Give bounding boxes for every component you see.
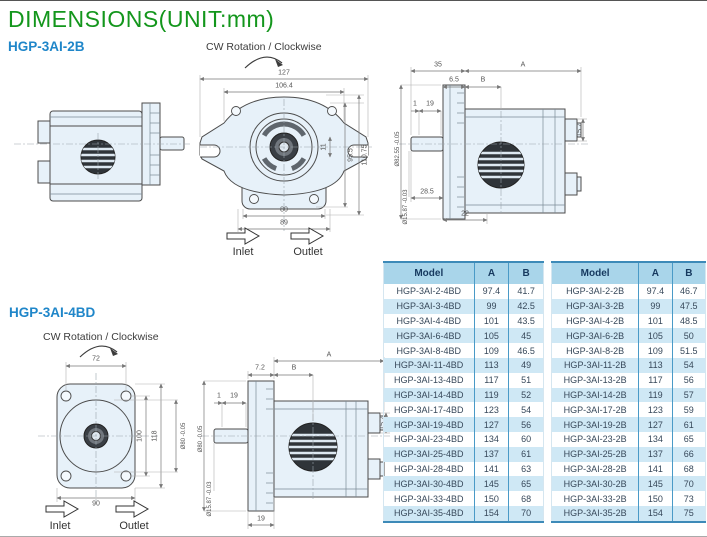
dim-label: 106.4 (275, 82, 293, 90)
value-cell: 154 (639, 506, 672, 522)
dim-label: 1 (217, 392, 221, 400)
value-cell: 56 (509, 417, 544, 432)
value-cell: 49 (509, 358, 544, 373)
value-cell: 54 (509, 402, 544, 417)
value-cell: 134 (639, 432, 672, 447)
dim-label-shaft-diameter: Ø15.87 -0.03 (403, 189, 409, 225)
model-cell: HGP-3AI-3-2B (566, 301, 625, 312)
model-cell: HGP-3AI-35-4BD (394, 508, 464, 519)
model-cell: HGP-3AI-8-2B (566, 345, 625, 356)
model-cell: HGP-3AI-28-4BD (394, 463, 464, 474)
inlet-arrow-icon (226, 227, 260, 245)
column-header: A (639, 262, 672, 284)
inlet-label: Inlet (232, 246, 254, 258)
table-row (552, 284, 706, 299)
value-cell: 119 (474, 388, 509, 403)
table-row (384, 328, 544, 343)
value-cell: 42.5 (509, 299, 544, 314)
pump-4bd-front-view (18, 351, 200, 509)
model-cell: HGP-3AI-23-4BD (394, 434, 464, 445)
value-cell: 137 (639, 447, 672, 462)
value-cell: 123 (639, 402, 672, 417)
inlet-arrow-icon (44, 500, 80, 518)
rotation-label-4bd: CW Rotation / Clockwise (43, 331, 159, 343)
page-title: DIMENSIONS(UNIT:mm) (8, 6, 275, 32)
table-row (384, 388, 544, 403)
value-cell: 150 (639, 491, 672, 506)
pump-2b-front-view (196, 59, 388, 259)
model-cell: HGP-3AI-30-4BD (394, 478, 464, 489)
rotation-label-2b: CW Rotation / Clockwise (206, 41, 322, 53)
dim-label-pilot-diameter: Ø82.55 -0.05 (395, 131, 401, 167)
dimensions-table-4bd (383, 261, 544, 523)
model-cell: HGP-3AI-28-2B (563, 463, 627, 474)
value-cell: 145 (474, 476, 509, 491)
dim-label-pilot-diameter: Ø80 -0.05 (181, 422, 187, 450)
dim-label: 15.7 (379, 416, 387, 430)
model-cell: HGP-3AI-4-4BD (396, 315, 462, 326)
model-cell: HGP-3AI-11-4BD (394, 360, 464, 371)
model-cell: HGP-3AI-33-2B (563, 493, 627, 504)
column-header: A (474, 262, 509, 284)
dim-label: 127 (278, 69, 290, 77)
dim-label: 95.5 (347, 148, 355, 162)
dim-label: 15.7 (576, 123, 584, 137)
dim-label: 19 (426, 100, 434, 108)
dim-label: 1 (413, 100, 417, 108)
value-cell: 43.5 (509, 314, 544, 329)
model-cell: HGP-3AI-30-2B (563, 478, 627, 489)
model-cell: HGP-3AI-13-4BD (394, 375, 464, 386)
dim-label: B (291, 364, 297, 372)
value-cell: 75 (672, 506, 705, 522)
dim-label: 19 (257, 515, 265, 523)
model-cell: HGP-3AI-8-4BD (396, 345, 462, 356)
table-row (552, 328, 706, 343)
pump-2b-side-view-drawing (393, 57, 591, 242)
value-cell: 54 (672, 358, 705, 373)
value-cell: 141 (474, 462, 509, 477)
value-cell: 68 (509, 491, 544, 506)
table-row (384, 299, 544, 314)
dim-label: 19 (230, 392, 238, 400)
dim-label: 35 (434, 61, 442, 69)
model-cell: HGP-3AI-19-4BD (394, 419, 464, 430)
dim-label: 118 (151, 430, 159, 442)
section-heading-2b: HGP-3AI-2B (8, 39, 85, 54)
table-row (384, 432, 544, 447)
column-header: Model (384, 262, 475, 284)
outlet-label: Outlet (293, 246, 323, 258)
value-cell: 145 (639, 476, 672, 491)
model-cell: HGP-3AI-17-2B (563, 404, 627, 415)
value-cell: 97.4 (639, 284, 672, 299)
value-cell: 50 (672, 328, 705, 343)
dim-label: A (326, 351, 332, 359)
dim-label: 7.2 (255, 364, 265, 372)
value-cell: 47.5 (672, 299, 705, 314)
value-cell: 117 (639, 373, 672, 388)
value-cell: 123 (474, 402, 509, 417)
table-row (552, 417, 706, 432)
value-cell: 150 (474, 491, 509, 506)
pump-2b-side-view-left (12, 99, 192, 211)
value-cell: 141 (639, 462, 672, 477)
dim-label: A (520, 61, 526, 69)
value-cell: 99 (474, 299, 509, 314)
column-header: B (509, 262, 544, 284)
column-header: B (672, 262, 705, 284)
value-cell: 105 (474, 328, 509, 343)
model-cell: HGP-3AI-2-4BD (396, 286, 462, 297)
value-cell: 56 (672, 373, 705, 388)
dim-label: 72 (92, 355, 100, 363)
value-cell: 73 (672, 491, 705, 506)
model-cell: HGP-3AI-25-2B (563, 449, 627, 460)
value-cell: 113 (474, 358, 509, 373)
pump-4bd-side-view-drawing (198, 351, 393, 537)
table-row (384, 417, 544, 432)
value-cell: 46.5 (509, 343, 544, 358)
value-cell: 109 (639, 343, 672, 358)
dim-label: 100 (136, 430, 144, 442)
value-cell: 101 (639, 314, 672, 329)
value-cell: 45 (509, 328, 544, 343)
table-row (552, 388, 706, 403)
table-row (552, 402, 706, 417)
model-cell: HGP-3AI-11-2B (563, 360, 627, 371)
value-cell: 70 (672, 476, 705, 491)
value-cell: 127 (639, 417, 672, 432)
value-cell: 66 (672, 447, 705, 462)
dim-label: 22 (461, 210, 469, 218)
column-header: Model (552, 262, 639, 284)
model-cell: HGP-3AI-14-2B (563, 389, 627, 400)
table-row (552, 358, 706, 373)
table-row (384, 284, 544, 299)
dim-label: 90 (92, 500, 100, 508)
value-cell: 48.5 (672, 314, 705, 329)
dim-label: 89 (280, 219, 288, 227)
dim-label: 110.75 (361, 144, 369, 166)
value-cell: 117 (474, 373, 509, 388)
table-header-row (552, 262, 706, 284)
table-row (384, 314, 544, 329)
dimensions-table-2b (551, 261, 706, 523)
outlet-arrow-icon (288, 227, 326, 245)
value-cell: 97.4 (474, 284, 509, 299)
table-row (552, 343, 706, 358)
table-row (384, 373, 544, 388)
dim-label-shaft-diameter: Ø15.87 -0.03 (207, 481, 213, 517)
model-cell: HGP-3AI-17-4BD (394, 404, 464, 415)
table-row (552, 432, 706, 447)
value-cell: 63 (509, 462, 544, 477)
value-cell: 109 (474, 343, 509, 358)
value-cell: 101 (474, 314, 509, 329)
value-cell: 68 (672, 462, 705, 477)
table-row (384, 491, 544, 506)
value-cell: 134 (474, 432, 509, 447)
pump-2b-side-view-right (393, 57, 591, 242)
table-row (384, 343, 544, 358)
value-cell: 70 (509, 506, 544, 522)
table-row (552, 447, 706, 462)
model-cell: HGP-3AI-19-2B (563, 419, 627, 430)
table-row (384, 402, 544, 417)
table-row (384, 506, 544, 522)
dim-label: 11 (320, 143, 328, 151)
dim-label: B (480, 76, 486, 84)
value-cell: 113 (639, 358, 672, 373)
table-row (552, 462, 706, 477)
outlet-arrow-icon (112, 500, 152, 518)
value-cell: 119 (639, 388, 672, 403)
table-header-row (384, 262, 544, 284)
pump-2b-side-view-drawing (12, 99, 192, 211)
model-cell: HGP-3AI-3-4BD (396, 301, 462, 312)
table-row (384, 447, 544, 462)
value-cell: 105 (639, 328, 672, 343)
model-cell: HGP-3AI-4-2B (566, 315, 625, 326)
value-cell: 52 (509, 388, 544, 403)
value-cell: 61 (509, 447, 544, 462)
model-cell: HGP-3AI-14-4BD (394, 389, 464, 400)
model-cell: HGP-3AI-13-2B (563, 375, 627, 386)
table-row (552, 476, 706, 491)
value-cell: 137 (474, 447, 509, 462)
value-cell: 154 (474, 506, 509, 522)
model-cell: HGP-3AI-25-4BD (394, 449, 464, 460)
value-cell: 41.7 (509, 284, 544, 299)
dim-label-pilot-diameter: Ø80 -0.05 (198, 425, 204, 453)
pump-4bd-side-view (198, 351, 393, 537)
pump-4bd-front-view-drawing (18, 351, 200, 509)
table-row (384, 358, 544, 373)
value-cell: 46.7 (672, 284, 705, 299)
table-row (552, 314, 706, 329)
section-heading-4bd: HGP-3AI-4BD (9, 305, 96, 320)
dim-label: 28.5 (420, 188, 434, 196)
inlet-label: Inlet (49, 520, 71, 532)
value-cell: 65 (509, 476, 544, 491)
value-cell: 60 (509, 432, 544, 447)
outlet-label: Outlet (119, 520, 149, 532)
model-cell: HGP-3AI-2-2B (566, 286, 625, 297)
value-cell: 57 (672, 388, 705, 403)
table-row (384, 462, 544, 477)
value-cell: 99 (639, 299, 672, 314)
value-cell: 51 (509, 373, 544, 388)
table-row (552, 299, 706, 314)
value-cell: 61 (672, 417, 705, 432)
dim-label: 80 (280, 206, 288, 214)
table-row (552, 506, 706, 522)
model-cell: HGP-3AI-23-2B (563, 434, 627, 445)
table-row (384, 476, 544, 491)
dim-label: 6.5 (449, 76, 459, 84)
table-row (552, 373, 706, 388)
value-cell: 51.5 (672, 343, 705, 358)
value-cell: 65 (672, 432, 705, 447)
model-cell: HGP-3AI-33-4BD (394, 493, 464, 504)
value-cell: 59 (672, 402, 705, 417)
table-row (552, 491, 706, 506)
model-cell: HGP-3AI-6-2B (566, 330, 625, 341)
value-cell: 127 (474, 417, 509, 432)
model-cell: HGP-3AI-6-4BD (396, 330, 462, 341)
model-cell: HGP-3AI-35-2B (563, 508, 627, 519)
